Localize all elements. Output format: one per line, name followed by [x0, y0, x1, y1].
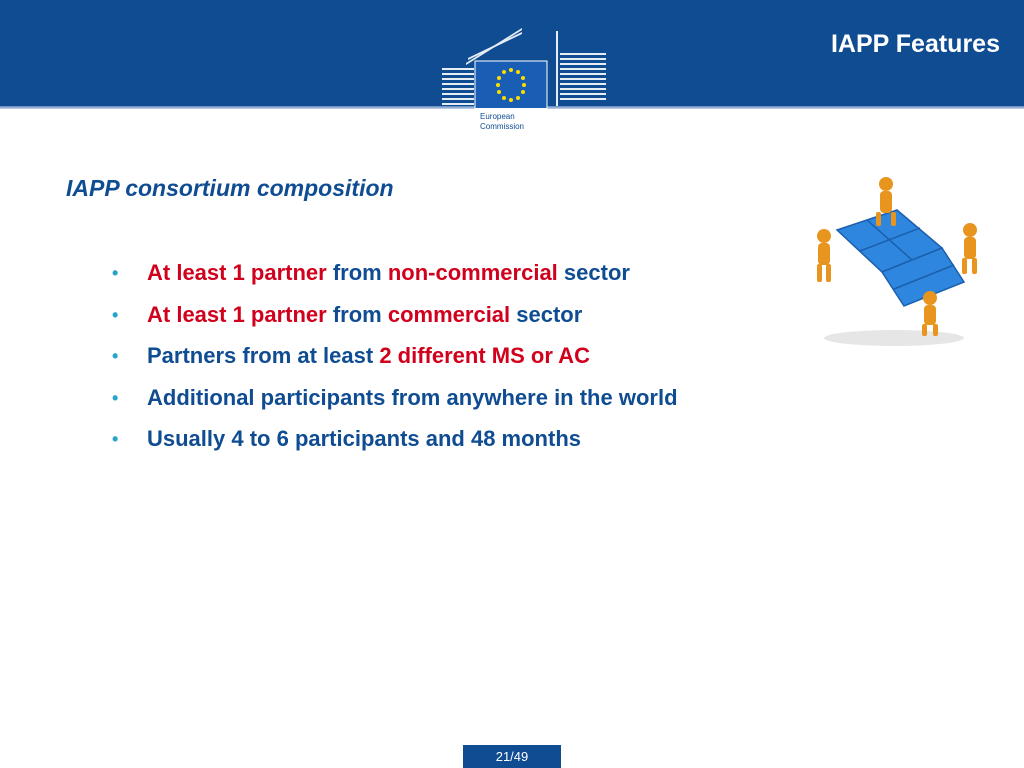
text-segment: Usually 4 to 6 participants and 48 months: [147, 426, 581, 451]
bullet-text: [147, 297, 582, 333]
text-segment: commercial: [387, 301, 511, 327]
text-segment: from: [326, 301, 388, 327]
bullet-text: [147, 338, 590, 374]
puzzle-team-icon: [802, 170, 986, 350]
text-segment: Partners from at least: [147, 343, 380, 368]
page-number: 21/49: [463, 745, 561, 768]
bullet-marker: •: [112, 429, 119, 449]
text-segment: from: [326, 260, 388, 285]
text-segment: Additional participants from anywhere in the world: [147, 384, 678, 410]
text-segment: At least 1 partner: [147, 301, 327, 327]
bullet-marker: •: [112, 346, 119, 366]
logo-label: European Commission: [480, 112, 525, 131]
bullet-text: [147, 380, 678, 416]
text-segment: 2 different MS or AC: [379, 343, 590, 368]
bullet-marker: •: [112, 304, 119, 325]
text-segment: non-commercial: [387, 260, 558, 285]
section-heading: IAPP consortium composition: [66, 175, 394, 201]
bullet-text: [147, 421, 581, 457]
text-segment: At least 1 partner: [147, 260, 327, 285]
bullet-text: [147, 255, 630, 291]
bullet-marker: •: [112, 387, 119, 408]
text-segment: sector: [510, 301, 583, 327]
bullet-marker: •: [112, 263, 119, 283]
text-segment: sector: [557, 260, 630, 285]
slide-title: IAPP Features: [830, 30, 1000, 58]
